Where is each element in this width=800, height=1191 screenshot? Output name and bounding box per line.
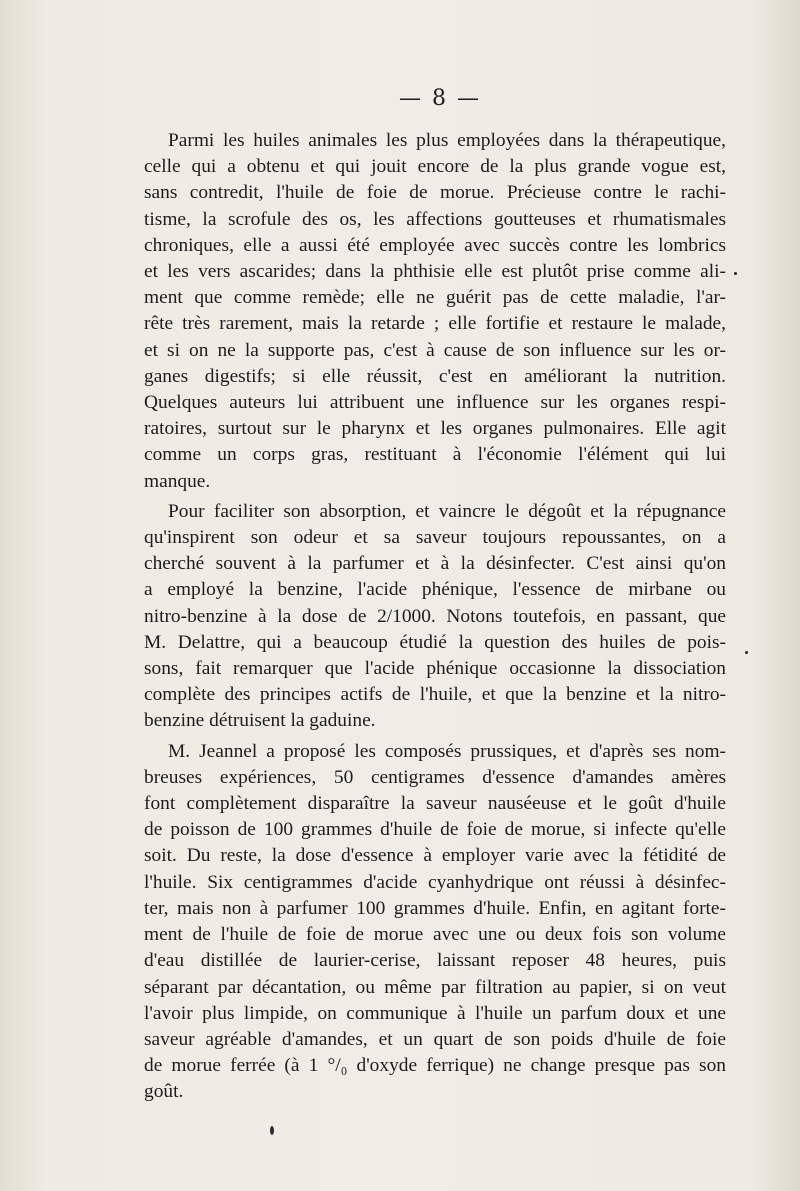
- text-line: M. Jeannel a proposé les composés prussiques, et d'après ses nom-: [168, 740, 726, 762]
- ink-speck: [745, 651, 748, 654]
- text-line: comme un corps gras, restituant à l'économie l'élément qui lui: [144, 444, 726, 466]
- paragraph-1: [144, 128, 726, 495]
- text-line: Parmi les huiles animales les plus employées dans la thérapeutique,: [168, 130, 726, 151]
- text-line: ter, mais non à parfumer 100 grammes d'huile. Enfin, en agitant forte-: [144, 897, 726, 919]
- text-line: chroniques, elle a aussi été employée avec succès contre les lombrics: [144, 234, 726, 256]
- text-line: ratoires, surtout sur le pharynx et les organes pulmonaires. Elle agit: [144, 418, 726, 440]
- text-line: sans contredit, l'huile de foie de morue. Précieuse contre le rachi-: [144, 182, 726, 204]
- text-line: l'huile. Six centigrammes d'acide cyanhydrique ont réussi à désinfec-: [144, 871, 726, 893]
- text-line: ganes digestifs; si elle réussit, c'est en améliorant la nutrition.: [144, 365, 726, 387]
- text-line: de poisson de 100 grammes d'huile de foie de morue, si infecte qu'elle: [144, 819, 726, 841]
- body-text: [144, 128, 726, 1106]
- text-line: manque.: [144, 470, 211, 492]
- text-line: séparant par décantation, ou même par filtration au papier, si on veut: [144, 976, 726, 998]
- text-line: nitro-benzine à la dose de 2/1000. Notons toutefois, en passant, que: [144, 605, 726, 627]
- text-line: benzine détruisent la gaduine.: [144, 710, 376, 732]
- text-line: breuses expériences, 50 centigrames d'essence d'amandes amères: [144, 766, 726, 788]
- text-line: Pour faciliter son absorption, et vaincre le dégoût et la répugnance: [168, 500, 726, 522]
- text-line: ment de l'huile de foie de morue avec une ou deux fois son volume: [144, 924, 726, 946]
- text-line: tisme, la scrofule des os, les affections goutteuses et rhumatismales: [144, 208, 726, 230]
- text-line: l'avoir plus limpide, on communique à l'huile un parfum doux et une: [144, 1002, 726, 1024]
- text-line: rête très rarement, mais la retarde ; elle fortifie et restaure le malade,: [144, 313, 726, 335]
- page-number: — 8 —: [399, 86, 481, 111]
- paragraph-3: [144, 739, 726, 1106]
- text-line: cherché souvent à la parfumer et à la désinfecter. C'est ainsi qu'on: [144, 553, 726, 575]
- text-line: a employé la benzine, l'acide phénique, l'essence de mirbane ou: [144, 579, 726, 601]
- text-line: goût.: [144, 1081, 184, 1103]
- text-line: font complètement disparaître la saveur nauséeuse et le goût d'huile: [144, 793, 726, 815]
- text-line: et si on ne la supporte pas, c'est à cause de son influence sur les or-: [144, 339, 726, 361]
- text-line: de morue ferrée (à 1 °/₀ d'oxyde ferrique) ne change presque pas son: [144, 1055, 726, 1077]
- text-line: soit. Du reste, la dose d'essence à employer varie avec la fétidité de: [144, 845, 726, 867]
- ink-speck: [270, 1126, 274, 1135]
- text-line: celle qui a obtenu et qui jouit encore de la plus grande vogue est,: [144, 156, 726, 178]
- text-line: d'eau distillée de laurier-cerise, laissant reposer 48 heures, puis: [144, 950, 726, 972]
- ink-speck: [734, 272, 737, 275]
- text-line: M. Delattre, qui a beaucoup étudié la question des huiles de pois-: [144, 631, 726, 653]
- text-line: et les vers ascarides; dans la phthisie elle est plutôt prise comme ali-: [144, 261, 726, 283]
- text-line: saveur agréable d'amandes, et un quart de son poids d'huile de foie: [144, 1028, 726, 1050]
- text-line: complète des principes actifs de l'huile, et que la benzine et la nitro-: [144, 684, 726, 706]
- text-line: Quelques auteurs lui attribuent une influence sur les organes respi-: [144, 392, 726, 414]
- paragraph-2: [144, 499, 726, 735]
- text-line: qu'inspirent son odeur et sa saveur toujours repoussantes, on a: [144, 527, 726, 549]
- text-line: ment que comme remède; elle ne guérit pas de cette maladie, l'ar-: [144, 287, 726, 309]
- text-line: sons, fait remarquer que l'acide phénique occasionne la dissociation: [144, 658, 726, 680]
